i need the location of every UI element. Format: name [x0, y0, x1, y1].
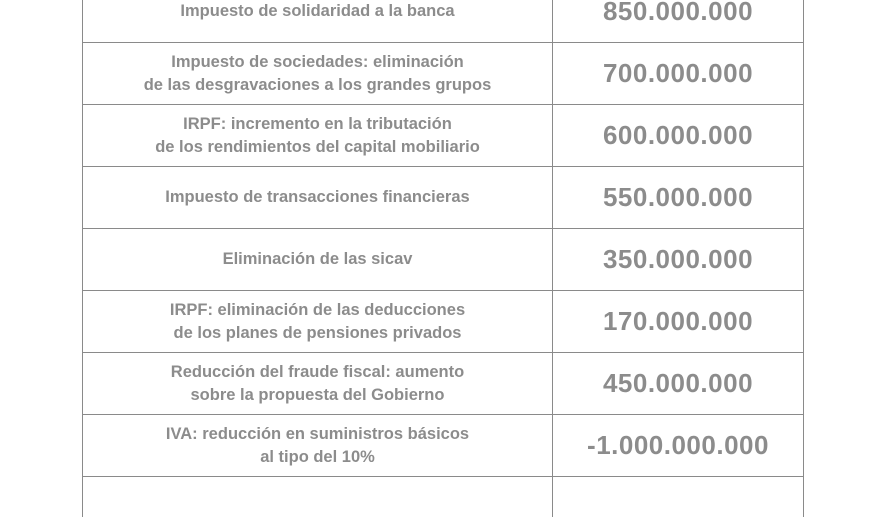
- concept-cell: IVA: reducción en suministros básicos al tipo del 10%: [83, 415, 553, 476]
- concept-cell: Eliminación de las sicav: [83, 229, 553, 290]
- table-row: [83, 167, 803, 229]
- table-row: [83, 0, 803, 43]
- amount-cell: 850.000.000: [602, 0, 754, 26]
- amount-cell: 350.000.000: [602, 244, 754, 274]
- concept-cell: Reducción del fraude fiscal: aumento sobre la propuesta del Gobierno: [83, 353, 553, 414]
- concept-cell: Impuesto de solidaridad a la banca: [83, 0, 553, 42]
- amount-cell: -1.000.000.000: [587, 430, 769, 460]
- empty-cell: [553, 477, 803, 517]
- amount-cell: 450.000.000: [602, 368, 754, 398]
- empty-cell: [83, 477, 553, 517]
- table-row: [83, 353, 803, 415]
- concept-cell: IRPF: incremento en la tributación de los rendimientos del capital mobiliario: [83, 105, 553, 166]
- table-row: [83, 43, 803, 105]
- table-row: [83, 291, 803, 353]
- amount-cell: 600.000.000: [602, 120, 754, 150]
- table-row: [83, 105, 803, 167]
- table-row: [83, 229, 803, 291]
- concept-cell: IRPF: eliminación de las deducciones de los planes de pensiones privados: [83, 291, 553, 352]
- concept-cell: Impuesto de transacciones financieras: [83, 167, 553, 228]
- amount-cell: 170.000.000: [602, 306, 754, 336]
- table-row-partial: [83, 477, 803, 517]
- tax-measures-table: [82, 0, 804, 517]
- amount-cell: 700.000.000: [602, 58, 754, 88]
- table-row: [83, 415, 803, 477]
- amount-cell: 550.000.000: [602, 182, 754, 212]
- concept-cell: Impuesto de sociedades: eliminación de las desgravaciones a los grandes grupos: [83, 43, 553, 104]
